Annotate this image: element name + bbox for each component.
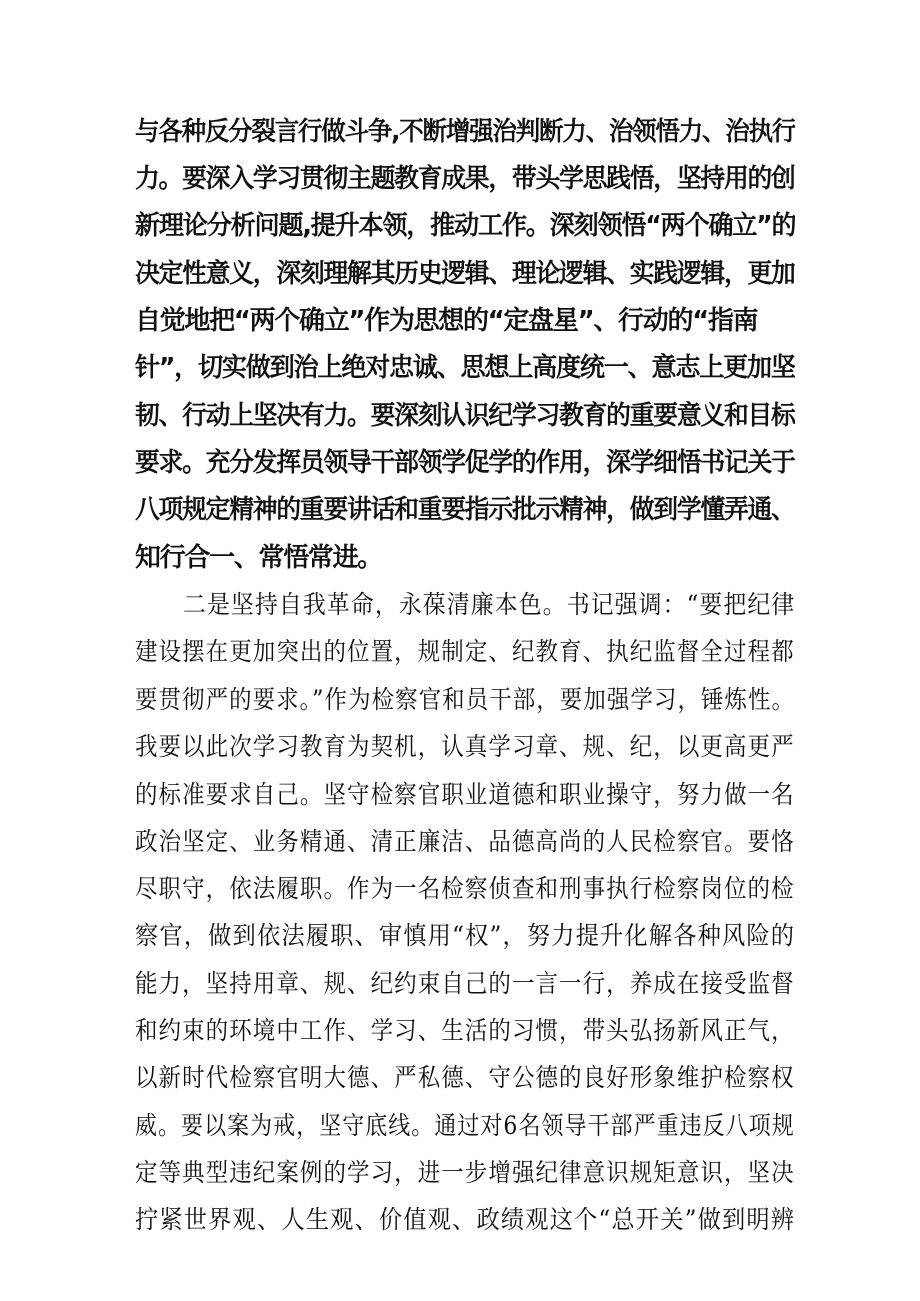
- paragraph-1-line: 知行合一、常悟常进。: [135, 543, 383, 573]
- paragraph-2-line: 和约束的环境中工作、学习、生活的习惯，带头弘扬新风正气，: [135, 1016, 795, 1045]
- paragraph-2-line: 察官，做到依法履职、审慎用“权”，努力提升化解各种风险的: [135, 921, 795, 950]
- paragraph-1-line: 与各种反分裂言行做斗争,不断增强治判断力、治领悟力、治执行: [135, 117, 795, 147]
- paragraph-2-line: 威。要以案为戒，坚守底线。通过对6名领导干部严重违反八项规: [135, 1111, 795, 1140]
- paragraph-1-line: 新理论分析问题,提升本领，推动工作。深刻领悟“两个确立”的: [135, 211, 795, 241]
- paragraph-1-line: 针”，切实做到治上绝对忠诚、思想上高度统一、意志上更加坚: [135, 353, 795, 383]
- paragraph-1-line: 八项规定精神的重要讲话和重要指示批示精神，做到学懂弄通、: [135, 495, 795, 525]
- paragraph-2-line: 的标准要求自己。坚守检察官职业道德和职业操守，努力做一名: [135, 780, 795, 809]
- paragraph-1-line: 决定性意义，深刻理解其历史逻辑、理论逻辑、实践逻辑，更加: [135, 259, 795, 289]
- paragraph-1-line: 力。要深入学习贯彻主题教育成果，带头学思践悟，坚持用的创: [135, 164, 795, 194]
- paragraph-2-line: 二是坚持自我革命，永葆清廉本色。书记强调：“要把纪律: [135, 590, 795, 619]
- paragraph-2-line: 定等典型违纪案例的学习，进一步增强纪律意识规矩意识，坚决: [135, 1158, 795, 1187]
- paragraph-2-line: 拧紧世界观、人生观、价值观、政绩观这个“总开关”做到明辨: [135, 1205, 795, 1234]
- paragraph-2-line: 要贯彻严的要求。”作为检察官和员干部，要加强学习，锤炼性。: [135, 685, 795, 714]
- paragraph-2-line: 建设摆在更加突出的位置，规制定、纪教育、执纪监督全过程都: [135, 637, 795, 666]
- paragraph-2-line: 尽职守，依法履职。作为一名检察侦查和刑事执行检察岗位的检: [135, 874, 795, 903]
- paragraph-2-line: 以新时代检察官明大德、严私德、守公德的良好形象维护检察权: [135, 1063, 795, 1092]
- paragraph-2-line: 能力，坚持用章、规、纪约束自己的一言一行，养成在接受监督: [135, 969, 795, 998]
- paragraph-2-line: 政治坚定、业务精通、清正廉洁、品德高尚的人民检察官。要恪: [135, 827, 795, 856]
- paragraph-1-line: 自觉地把“两个确立”作为思想的“定盘星”、行动的“指南: [135, 306, 758, 336]
- paragraph-1-line: 要求。充分发挥员领导干部领学促学的作用，深学细悟书记关于: [135, 448, 795, 478]
- paragraph-1-line: 韧、行动上坚决有力。要深刻认识纪学习教育的重要意义和目标: [135, 401, 795, 431]
- paragraph-2-line: 我要以此次学习教育为契机，认真学习章、规、纪，以更高更严: [135, 732, 795, 761]
